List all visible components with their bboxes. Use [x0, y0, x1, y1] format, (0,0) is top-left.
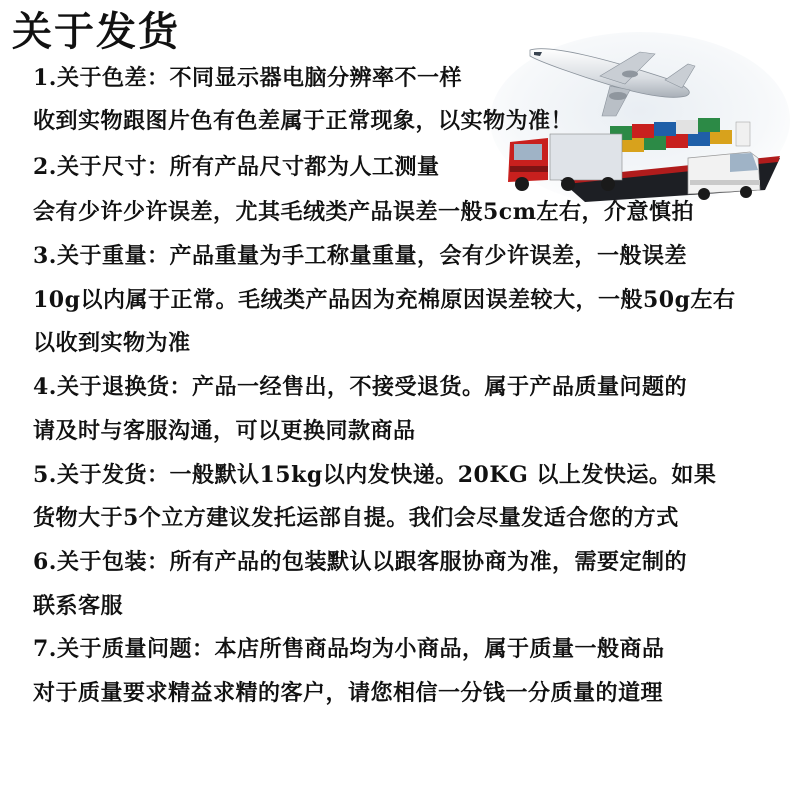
- text-line-11: 货物大于5个立方建议发托运部自提。我们会尽量发适合您的方式: [33, 505, 679, 531]
- text-line-10: 5.关于发货：一般默认15kg以内发快递。20KG 以上发快运。如果: [33, 462, 717, 488]
- text-line-6: 10g以内属于正常。毛绒类产品因为充棉原因误差较大，一般50g左右: [33, 287, 736, 313]
- text-line-5: 3.关于重量：产品重量为手工称量重量，会有少许误差，一般误差: [33, 243, 687, 269]
- truck-icon: [508, 134, 622, 191]
- text-line-4: 会有少许少许误差，尤其毛绒类产品误差一般5cm左右，介意慎拍: [33, 199, 694, 225]
- text-line-8: 4.关于退换货：产品一经售出，不接受退货。属于产品质量问题的: [33, 374, 687, 400]
- text-line-3: 2.关于尺寸：所有产品尺寸都为人工测量: [33, 154, 440, 180]
- text-line-7: 以收到实物为准: [33, 330, 191, 356]
- text-line-15: 对于质量要求精益求精的客户，请您相信一分钱一分质量的道理: [33, 680, 664, 706]
- text-line-14: 7.关于质量问题：本店所售商品均为小商品，属于质量一般商品: [33, 636, 665, 662]
- text-line-2: 收到实物跟图片色有色差属于正常现象，以实物为准！: [33, 108, 574, 134]
- text-line-9: 请及时与客服沟通，可以更换同款商品: [33, 418, 416, 444]
- text-line-12: 6.关于包装：所有产品的包装默认以跟客服协商为准，需要定制的: [33, 549, 687, 575]
- page-title: 关于发货: [12, 9, 180, 55]
- text-line-13: 联系客服: [33, 593, 124, 619]
- text-line-1: 1.关于色差：不同显示器电脑分辨率不一样: [33, 65, 462, 91]
